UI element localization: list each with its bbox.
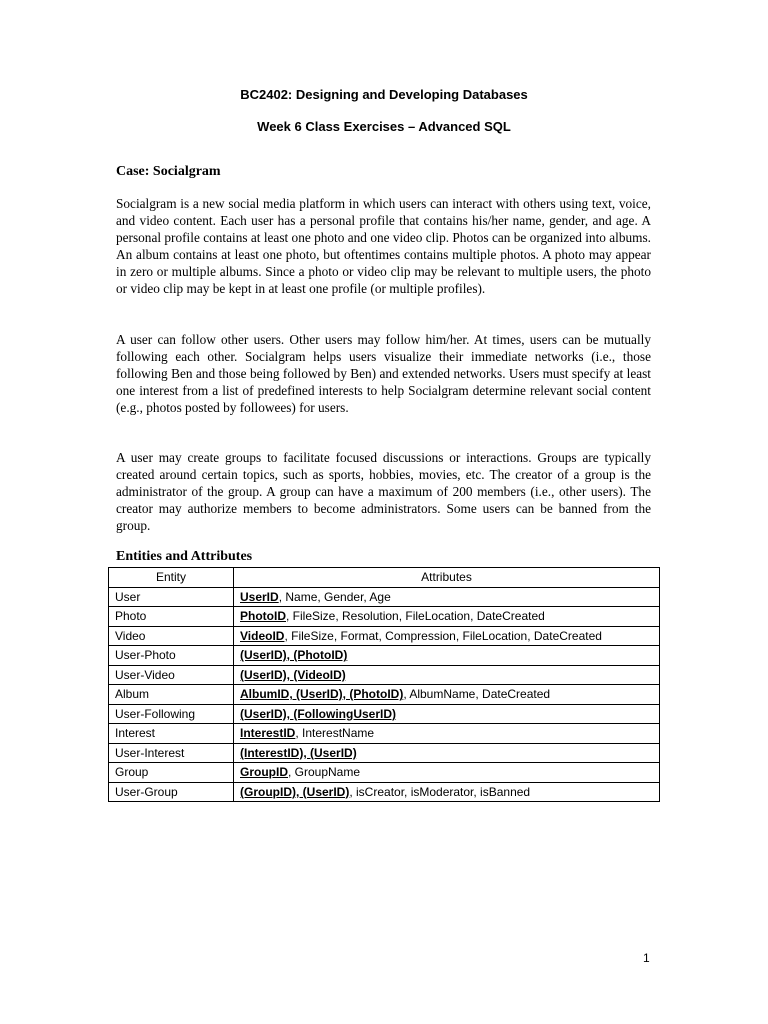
course-title: BC2402: Designing and Developing Databases <box>240 87 528 102</box>
table-row <box>109 587 660 607</box>
entity-name: Video <box>109 626 234 646</box>
entity-name: User-Group <box>109 782 234 802</box>
table-row <box>109 782 660 802</box>
table-row <box>109 724 660 744</box>
entity-attributes <box>234 685 660 705</box>
table-row <box>109 704 660 724</box>
table-row <box>109 646 660 666</box>
other-attributes: , isCreator, isModerator, isBanned <box>349 784 531 799</box>
entity-attributes <box>234 607 660 627</box>
table-row <box>109 665 660 685</box>
table-header-row <box>109 568 660 588</box>
other-attributes: , FileSize, Resolution, FileLocation, DateCreated <box>286 609 545 624</box>
case-paragraph: A user can follow other users. Other users may follow him/her. At times, users can be mutually following each other. Socialgram helps users visualize their immediate networks (i.e., those following Ben and those being followed by Ben) and extended networks. Users must specify at least one interest from a list of predefined interests to help Socialgram determine relevant social content (e.g., photos posted by followees) for users. <box>116 332 651 415</box>
entities-heading: Entities and Attributes <box>116 549 253 564</box>
entity-attributes <box>234 763 660 783</box>
key-attributes: AlbumID, (UserID), (PhotoID) <box>240 687 404 702</box>
key-attributes: (UserID), (FollowingUserID) <box>240 706 397 721</box>
entity-name: Group <box>109 763 234 783</box>
entity-name: User-Photo <box>109 646 234 666</box>
other-attributes: , GroupName <box>288 765 361 780</box>
entity-attributes <box>234 743 660 763</box>
entity-column-header: Entity <box>109 568 234 588</box>
entity-name: Photo <box>109 607 234 627</box>
key-attributes: GroupID <box>240 765 288 780</box>
other-attributes: , Name, Gender, Age <box>278 589 391 604</box>
entity-name: User-Interest <box>109 743 234 763</box>
key-attributes: (GroupID), (UserID) <box>240 784 350 799</box>
table-row <box>109 685 660 705</box>
case-heading: Case: Socialgram <box>116 164 221 179</box>
entity-attributes <box>234 782 660 802</box>
table-row <box>109 763 660 783</box>
entity-name: User-Following <box>109 704 234 724</box>
key-attributes: UserID <box>240 589 279 604</box>
entity-attributes <box>234 587 660 607</box>
key-attributes: VideoID <box>240 628 285 643</box>
page-number: 1 <box>643 951 650 965</box>
table-row <box>109 607 660 627</box>
key-attributes: PhotoID <box>240 609 286 624</box>
entities-table-body <box>109 587 660 802</box>
key-attributes: (UserID), (PhotoID) <box>240 648 348 663</box>
entity-name: User-Video <box>109 665 234 685</box>
entity-attributes <box>234 665 660 685</box>
entity-attributes <box>234 724 660 744</box>
entity-attributes <box>234 704 660 724</box>
entity-attributes <box>234 626 660 646</box>
week-title: Week 6 Class Exercises – Advanced SQL <box>257 119 511 134</box>
key-attributes: (InterestID), (UserID) <box>240 745 357 760</box>
other-attributes: , AlbumName, DateCreated <box>403 687 551 702</box>
case-paragraph: A user may create groups to facilitate focused discussions or interactions. Groups are typically created around certain topics, such as sports, hobbies, movies, etc. The creator of a group is the administrator of the group. A group can have a maximum of 200 members (i.e., other users). The creator may authorize members to become administrators. Some users can be banned from the group. <box>116 450 651 533</box>
key-attributes: InterestID <box>240 726 296 741</box>
entity-name: Interest <box>109 724 234 744</box>
case-paragraph: Socialgram is a new social media platform in which users can interact with others using text, voice, and video content. Each user has a personal profile that contains his/her name, gender, and age. A personal profile contains at least one photo and one video clip. Photos can be organized into albums. An album contains at least one photo, but oftentimes contains multiple photos. A photo may appear in zero or multiple albums. Since a photo or video clip may be relevant to multiple users, the photo or video clip may be kept in at least one profile (or multiple profiles). <box>116 196 651 296</box>
entities-table <box>108 567 660 802</box>
entity-attributes <box>234 646 660 666</box>
other-attributes: , FileSize, Format, Compression, FileLocation, DateCreated <box>284 628 602 643</box>
key-attributes: (UserID), (VideoID) <box>240 667 346 682</box>
other-attributes: , InterestName <box>295 726 375 741</box>
table-row <box>109 626 660 646</box>
entity-name: User <box>109 587 234 607</box>
attributes-column-header: Attributes <box>234 568 660 588</box>
table-row <box>109 743 660 763</box>
entity-name: Album <box>109 685 234 705</box>
